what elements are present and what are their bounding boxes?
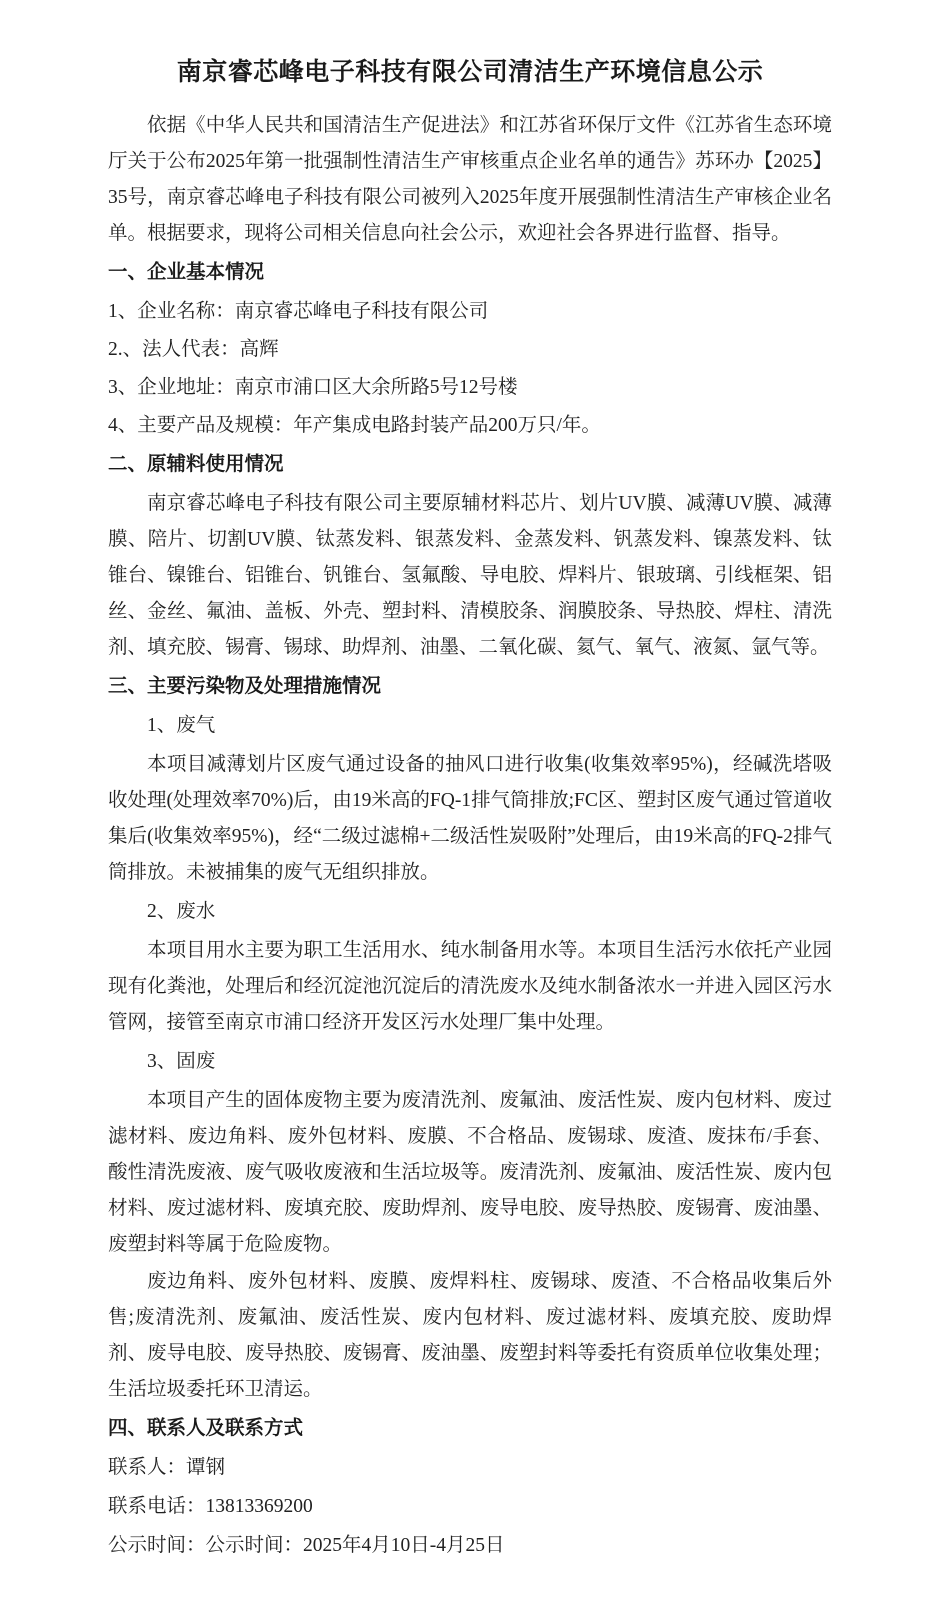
doc-paragraph: 废边角料、废外包材料、废膜、废焊料柱、废锡球、废渣、不合格品收集后外售;废清洗剂、废氟油、废活性炭、废内包材料、废过滤材料、废填充胶、废助焊剂、废导电胶、废导热胶、废锡膏、废油墨、废塑封料等委托有资质单位收集处理；生活垃圾委托环卫清运。: [108, 1271, 832, 1400]
doc-contact-line: 公示时间：公示时间：2025年4月10日-4月25日: [108, 1535, 505, 1556]
doc-sub-heading: 2、废水: [147, 901, 216, 922]
doc-paragraph: 南京睿芯峰电子科技有限公司主要原辅材料芯片、划片UV膜、减薄UV膜、减薄膜、陪片、切割UV膜、钛蒸发料、银蒸发料、金蒸发料、钒蒸发料、镍蒸发料、钛锥台、镍锥台、铝锥台、钒锥台、氢氟酸、导电胶、焊料片、银玻璃、引线框架、铝丝、金丝、氟油、盖板、外壳、塑封料、清模胶条、润膜胶条、导热胶、焊柱、清洗剂、填充胶、锡膏、锡球、助焊剂、油墨、二氧化碳、氦气、氧气、液氮、氩气等。: [108, 493, 832, 658]
doc-heading: 二、原辅料使用情况: [108, 454, 284, 475]
document-body: [108, 108, 832, 1564]
doc-heading: 四、联系人及联系方式: [108, 1418, 304, 1439]
doc-paragraph: 本项目减薄划片区废气通过设备的抽风口进行收集(收集效率95%)，经碱洗塔吸收处理(处理效率70%)后，由19米高的FQ-1排气筒排放;FC区、塑封区废气通过管道收集后(收集效率95%)，经“二级过滤棉+二级活性炭吸附”处理后，由19米高的FQ-2排气筒排放。未被捕集的废气无组织排放。: [108, 754, 832, 883]
doc-heading: 一、企业基本情况: [108, 262, 265, 283]
doc-list-item: 2.、法人代表：高辉: [108, 339, 279, 360]
doc-sub-heading: 1、废气: [147, 715, 216, 736]
doc-list-item: 3、企业地址：南京市浦口区大余所路5号12号楼: [108, 377, 518, 398]
doc-heading: 三、主要污染物及处理措施情况: [108, 676, 382, 697]
doc-paragraph: 本项目产生的固体废物主要为废清洗剂、废氟油、废活性炭、废内包材料、废过滤材料、废边角料、废外包材料、废膜、不合格品、废锡球、废渣、废抹布/手套、酸性清洗废液、废气吸收废液和生活垃圾等。废清洗剂、废氟油、废活性炭、废内包材料、废过滤材料、废填充胶、废助焊剂、废导电胶、废导热胶、废锡膏、废油墨、废塑封料等属于危险废物。: [108, 1090, 832, 1255]
doc-paragraph: 依据《中华人民共和国清洁生产促进法》和江苏省环保厅文件《江苏省生态环境厅关于公布2025年第一批强制性清洁生产审核重点企业名单的通告》苏环办【2025】35号，南京睿芯峰电子科技有限公司被列入2025年度开展强制性清洁生产审核企业名单。根据要求，现将公司相关信息向社会公示，欢迎社会各界进行监督、指导。: [108, 115, 832, 244]
doc-list-item: 1、企业名称：南京睿芯峰电子科技有限公司: [108, 301, 489, 322]
page-title: 南京睿芯峰电子科技有限公司清洁生产环境信息公示: [176, 59, 764, 86]
doc-sub-heading: 3、固废: [147, 1051, 216, 1072]
doc-list-item: 4、主要产品及规模：年产集成电路封装产品200万只/年。: [108, 415, 601, 436]
doc-contact-line: 联系人：谭钢: [108, 1457, 226, 1478]
doc-paragraph: 本项目用水主要为职工生活用水、纯水制备用水等。本项目生活污水依托产业园现有化粪池，处理后和经沉淀池沉淀后的清洗废水及纯水制备浓水一并进入园区污水管网，接管至南京市浦口经济开发区污水处理厂集中处理。: [108, 940, 832, 1033]
doc-contact-line: 联系电话：13813369200: [108, 1496, 313, 1517]
